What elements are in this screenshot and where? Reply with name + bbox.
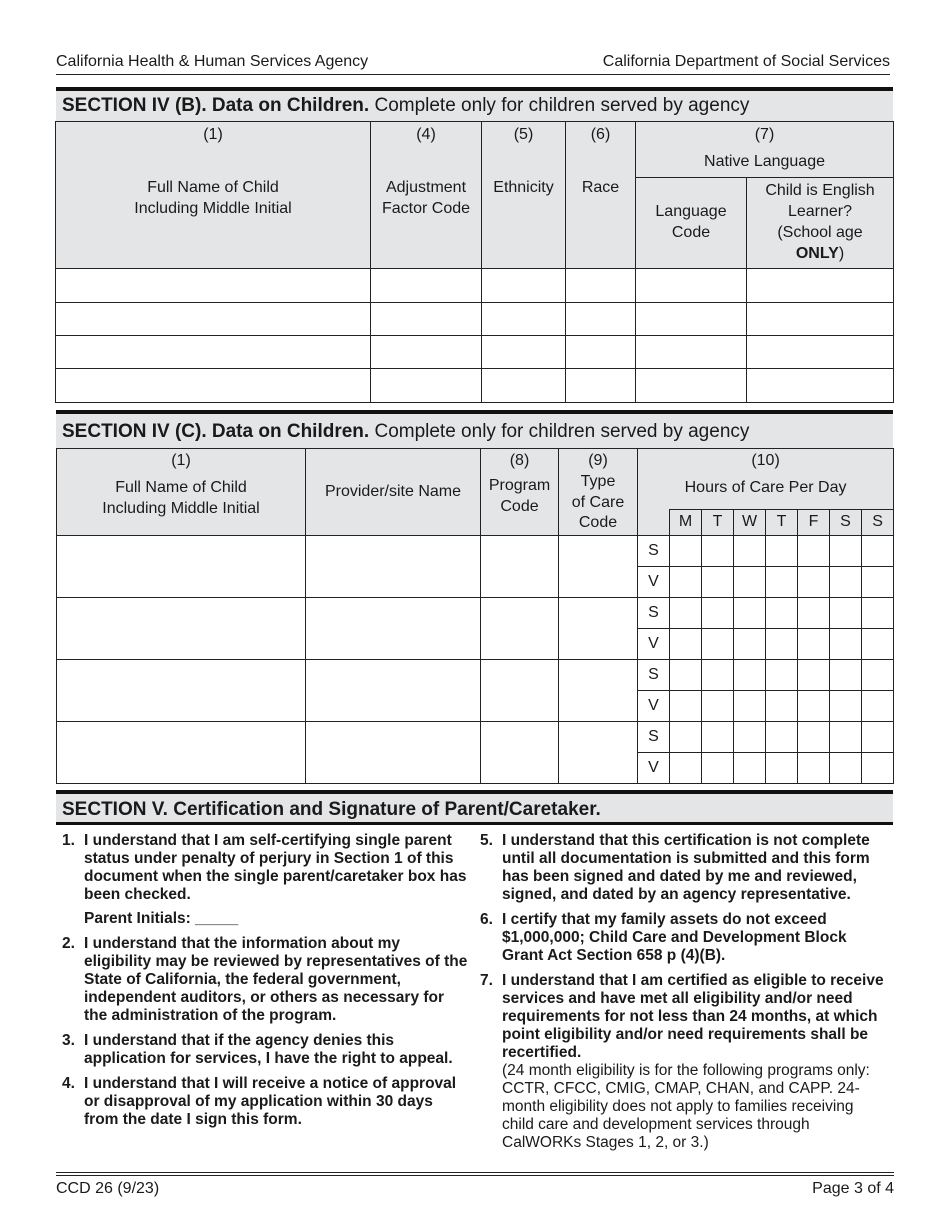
- section-c-title-rest: Complete only for children served by agency: [369, 421, 750, 442]
- parent-initials-field[interactable]: Parent Initials: _____: [84, 910, 239, 927]
- table-row: [56, 269, 894, 303]
- c-provider-header: Provider/site Name: [306, 449, 481, 536]
- c-name-cell[interactable]: [57, 598, 306, 660]
- day-header-sunday: S: [862, 510, 894, 536]
- b-col5-header: (5) Ethnicity: [482, 122, 566, 269]
- hours-cell[interactable]: [862, 691, 894, 722]
- c-program-cell[interactable]: [481, 598, 559, 660]
- certification-list-left: [56, 832, 470, 1136]
- hours-cell[interactable]: [798, 660, 830, 691]
- b-name-cell[interactable]: [56, 369, 371, 403]
- form-id: CCD 26 (9/23): [56, 1180, 160, 1197]
- b-english-learner-cell[interactable]: [747, 336, 894, 369]
- c-care-type-cell[interactable]: [559, 598, 638, 660]
- c-care-type-cell[interactable]: [559, 536, 638, 598]
- hours-cell[interactable]: [734, 722, 766, 753]
- hours-cell[interactable]: [798, 598, 830, 629]
- hours-cell[interactable]: [702, 722, 734, 753]
- day-header-monday: M: [670, 510, 702, 536]
- table-row: [57, 598, 894, 629]
- hours-cell[interactable]: [734, 598, 766, 629]
- day-header-friday: F: [798, 510, 830, 536]
- b-language-cell[interactable]: [636, 369, 747, 403]
- hours-cell[interactable]: [830, 753, 862, 784]
- b-ethnicity-cell[interactable]: [482, 269, 566, 303]
- c-variable-label: V: [638, 567, 670, 598]
- hours-cell[interactable]: [798, 722, 830, 753]
- hours-cell[interactable]: [670, 660, 702, 691]
- hours-cell[interactable]: [862, 753, 894, 784]
- b-col7a-header: Language Code: [636, 178, 747, 269]
- c-provider-cell[interactable]: [306, 722, 481, 784]
- c-provider-cell[interactable]: [306, 598, 481, 660]
- hours-cell[interactable]: [798, 753, 830, 784]
- c-col10-header: (10) Hours of Care Per Day: [638, 449, 894, 510]
- page-number: Page 3 of 4: [812, 1180, 894, 1197]
- c-variable-label: V: [638, 629, 670, 660]
- b-ethnicity-cell[interactable]: [482, 303, 566, 336]
- b-race-cell[interactable]: [566, 336, 636, 369]
- hours-cell[interactable]: [670, 629, 702, 660]
- b-adjustment-cell[interactable]: [371, 269, 482, 303]
- hours-cell[interactable]: [766, 629, 798, 660]
- b-name-cell[interactable]: [56, 269, 371, 303]
- b-col7-header: (7) Native Language: [636, 122, 894, 178]
- b-english-learner-cell[interactable]: [747, 303, 894, 336]
- day-header-tuesday: T: [702, 510, 734, 536]
- department-name: California Department of Social Services: [602, 53, 890, 70]
- list-item: 7. I understand that I am certified as eligible to receive services and have met all eligibility and/or need requirements for not less than 24 months, at which point eligibility and/or need requirements shall be recertified. (24 month eligibility is for the following programs only: CCTR, CFCC, CMIG, CMAP, CHAN, and CAPP. 24-month eligibility does not apply to families receiving child care and development services through CalWORKs Stages 1, 2, or 3.): [474, 972, 886, 1152]
- hours-cell[interactable]: [702, 629, 734, 660]
- c-care-type-cell[interactable]: [559, 722, 638, 784]
- hours-cell[interactable]: [670, 722, 702, 753]
- b-ethnicity-cell[interactable]: [482, 369, 566, 403]
- hours-cell[interactable]: [798, 567, 830, 598]
- section-b-table: [55, 121, 894, 403]
- list-item: 4. I understand that I will receive a notice of approval or disapproval of my application within 30 days from the date I sign this form.: [62, 1075, 457, 1128]
- b-ethnicity-cell[interactable]: [482, 336, 566, 369]
- c-provider-cell[interactable]: [306, 536, 481, 598]
- hours-cell[interactable]: [702, 691, 734, 722]
- page-footer: [56, 1175, 894, 1197]
- c-col9-header: (9) Type of Care Code: [559, 449, 638, 536]
- hours-cell[interactable]: [862, 660, 894, 691]
- hours-cell[interactable]: [670, 753, 702, 784]
- hours-cell[interactable]: [734, 567, 766, 598]
- c-name-cell[interactable]: [57, 722, 306, 784]
- b-col4-header: (4) Adjustment Factor Code: [371, 122, 482, 269]
- hours-cell[interactable]: [830, 598, 862, 629]
- b-language-cell[interactable]: [636, 303, 747, 336]
- hours-cell[interactable]: [670, 691, 702, 722]
- b-name-cell[interactable]: [56, 303, 371, 336]
- c-provider-cell[interactable]: [306, 660, 481, 722]
- c-variable-label: V: [638, 753, 670, 784]
- footer-rule: [56, 1172, 894, 1173]
- b-english-learner-cell[interactable]: [747, 269, 894, 303]
- section-b-title-bold: SECTION IV (B). Data on Children.: [62, 95, 370, 116]
- hours-cell[interactable]: [734, 660, 766, 691]
- hours-cell[interactable]: [734, 536, 766, 567]
- section-c-title: [56, 410, 893, 448]
- b-race-cell[interactable]: [566, 369, 636, 403]
- b-race-cell[interactable]: [566, 303, 636, 336]
- table-row: [56, 336, 894, 369]
- section-c-title-bold: SECTION IV (C). Data on Children.: [62, 421, 370, 442]
- item7-note: (24 month eligibility is for the following programs only: CCTR, CFCC, CMIG, CMAP, CHAN, and CAPP. 24-month eligibility does not apply to families receiving child care and development services through CalWORKs Stages 1, 2, or 3.): [502, 1062, 870, 1151]
- b-adjustment-cell[interactable]: [371, 369, 482, 403]
- hours-cell[interactable]: [862, 629, 894, 660]
- c-care-type-cell[interactable]: [559, 660, 638, 722]
- hours-cell[interactable]: [766, 722, 798, 753]
- hours-cell[interactable]: [734, 691, 766, 722]
- b-col7b-header: Child is English Learner? (School age ONLY): [747, 178, 894, 269]
- hours-cell[interactable]: [766, 536, 798, 567]
- hours-cell[interactable]: [798, 536, 830, 567]
- list-item: 5. I understand that this certification is not complete until all documentation is submitted and this form has been signed and dated by me and reviewed, signed, and dated by an agency representative.: [480, 832, 870, 903]
- c-schedule-label: S: [638, 598, 670, 629]
- hours-cell[interactable]: [702, 598, 734, 629]
- hours-cell[interactable]: [798, 691, 830, 722]
- hours-cell[interactable]: [830, 536, 862, 567]
- hours-cell[interactable]: [798, 629, 830, 660]
- hours-cell[interactable]: [766, 660, 798, 691]
- day-header-saturday: S: [830, 510, 862, 536]
- hours-cell[interactable]: [670, 598, 702, 629]
- c-schedule-label: S: [638, 660, 670, 691]
- hours-cell[interactable]: [734, 629, 766, 660]
- section-b-title: [56, 87, 893, 121]
- b-adjustment-cell[interactable]: [371, 303, 482, 336]
- c-variable-label: V: [638, 691, 670, 722]
- hours-cell[interactable]: [766, 753, 798, 784]
- hours-cell[interactable]: [862, 722, 894, 753]
- day-header-wednesday: W: [734, 510, 766, 536]
- c-program-cell[interactable]: [481, 722, 559, 784]
- b-english-learner-cell[interactable]: [747, 369, 894, 403]
- list-item: 6. I certify that my family assets do not exceed $1,000,000; Child Care and Development Block Grant Act Section 658 p (4)(B).: [480, 911, 847, 964]
- hours-cell[interactable]: [830, 629, 862, 660]
- list-item: 1. I understand that I am self-certifying single parent status under penalty of perjury in Section 1 of this document when the single parent/caretaker box has been checked. Parent Initials: _____: [56, 832, 470, 928]
- b-race-cell[interactable]: [566, 269, 636, 303]
- hours-cell[interactable]: [830, 722, 862, 753]
- b-language-cell[interactable]: [636, 269, 747, 303]
- hours-cell[interactable]: [702, 567, 734, 598]
- agency-name: California Health & Human Services Agency: [56, 53, 369, 70]
- hours-cell[interactable]: [862, 536, 894, 567]
- section-c-table: [56, 448, 894, 784]
- table-row: [56, 303, 894, 336]
- c-schedule-label: S: [638, 722, 670, 753]
- hours-cell[interactable]: [702, 753, 734, 784]
- hours-cell[interactable]: [830, 691, 862, 722]
- b-name-cell[interactable]: [56, 336, 371, 369]
- b-adjustment-cell[interactable]: [371, 336, 482, 369]
- c-schedule-label: S: [638, 536, 670, 567]
- list-item: 2. I understand that the information about my eligibility may be reviewed by representatives of the State of California, the federal government, independent auditors, or others as necessary for the administration of the program.: [62, 935, 468, 1024]
- c-program-cell[interactable]: [481, 660, 559, 722]
- hours-cell[interactable]: [862, 567, 894, 598]
- list-item: 3. I understand that if the agency denies this application for services, I have the right to appeal.: [62, 1032, 453, 1067]
- hours-cell[interactable]: [830, 567, 862, 598]
- hours-cell[interactable]: [766, 691, 798, 722]
- table-row: [57, 536, 894, 567]
- table-row: [57, 722, 894, 753]
- hours-cell[interactable]: [670, 567, 702, 598]
- b-col6-header: (6) Race: [566, 122, 636, 269]
- section-b-title-rest: Complete only for children served by agency: [369, 95, 750, 116]
- page-header: [56, 53, 890, 75]
- hours-cell[interactable]: [766, 567, 798, 598]
- c-name-cell[interactable]: [57, 536, 306, 598]
- c-name-cell[interactable]: [57, 660, 306, 722]
- c-program-cell[interactable]: [481, 536, 559, 598]
- c-col1-header: (1) Full Name of Child Including Middle Initial: [57, 449, 306, 536]
- table-row: [56, 369, 894, 403]
- hours-cell[interactable]: [702, 536, 734, 567]
- section-v-title: SECTION V. Certification and Signature of Parent/Caretaker.: [56, 790, 893, 825]
- day-header-thursday: T: [766, 510, 798, 536]
- table-row: [57, 660, 894, 691]
- hours-cell[interactable]: [766, 598, 798, 629]
- certification-list-right: [474, 832, 886, 1159]
- hours-cell[interactable]: [670, 536, 702, 567]
- b-language-cell[interactable]: [636, 336, 747, 369]
- c-sv-spacer: [638, 510, 670, 536]
- hours-cell[interactable]: [702, 660, 734, 691]
- c-col8-header: (8) Program Code: [481, 449, 559, 536]
- hours-cell[interactable]: [862, 598, 894, 629]
- b-col1-header: (1) Full Name of Child Including Middle Initial: [56, 122, 371, 269]
- hours-cell[interactable]: [734, 753, 766, 784]
- hours-cell[interactable]: [830, 660, 862, 691]
